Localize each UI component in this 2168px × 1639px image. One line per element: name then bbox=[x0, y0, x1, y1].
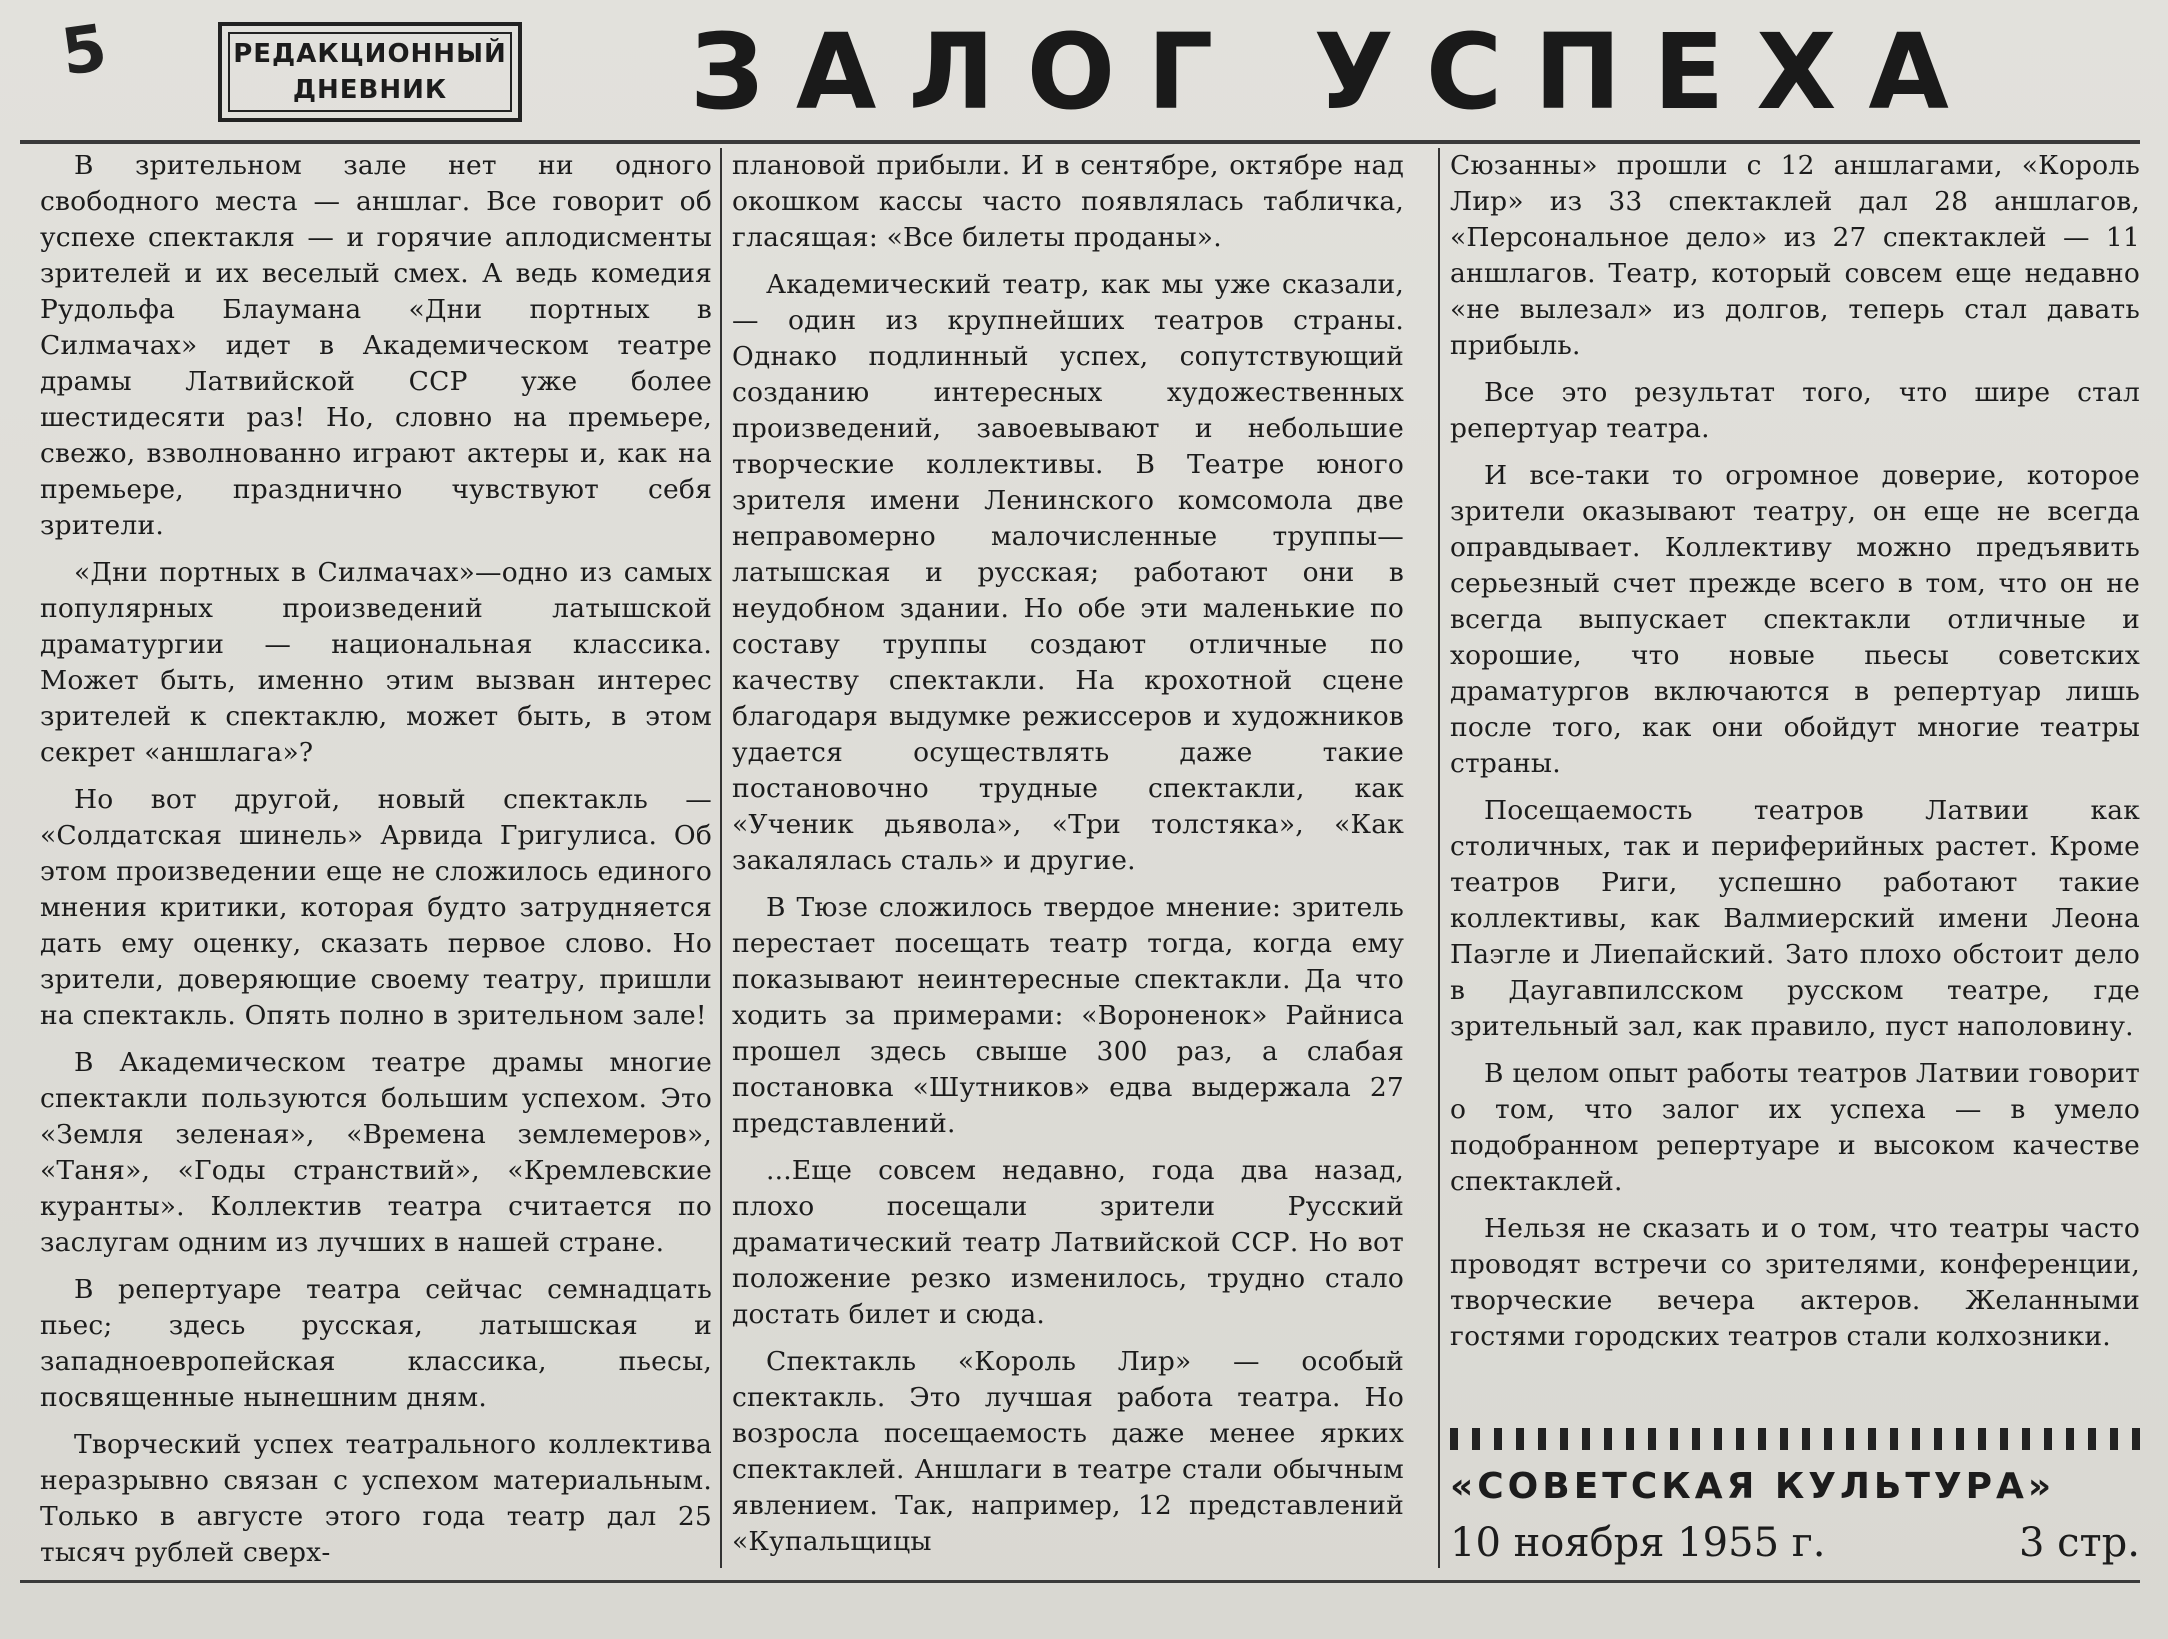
paragraph: В зрительном зале нет ни одного свободного места — аншлаг. Все говорит об успехе спектакля — и горячие аплодисменты зрителей и их веселый смех. А ведь комедия Рудольфа Блаумана «Дни портных в Силмачах» идет в Академическом театре драмы Латвийской ССР уже более шестидесяти раз! Но, словно на премьере, свежо, взволнованно играют актеры и, как на премьере, празднично чувствуют себя зрители. bbox=[40, 150, 712, 541]
rubric-label: РЕДАКЦИОННЫЙ ДНЕВНИК bbox=[233, 39, 507, 105]
paragraph: И все-таки то огромное доверие, которое зрители оказывают театру, он еще не всегда оправдывает. Коллективу можно предъявить серьезный счет прежде всего в том, что он не всегда выпускает спектакли отличные и хорошие, что новые пьесы советских драматургов включаются в репертуар лишь после того, как они обойдут многие театры страны. bbox=[1450, 460, 2140, 779]
paragraph: В репертуаре театра сейчас семнадцать пьес; здесь русская, латышская и западноевропейская классика, пьесы, посвященные нынешним дням. bbox=[40, 1274, 712, 1413]
top-rule bbox=[20, 140, 2140, 144]
paragraph: Все это результат того, что шире стал репертуар театра. bbox=[1450, 377, 2140, 444]
bottom-rule bbox=[20, 1580, 2140, 1583]
column-divider bbox=[1438, 148, 1440, 1568]
paragraph: Сюзанны» прошли с 12 аншлагами, «Король Лир» из 33 спектаклей дал 28 аншлагов, «Персональное дело» из 27 спектаклей — 11 аншлагов. Театр, который совсем еще недавно «не вылезал» из долгов, теперь стал давать прибыль. bbox=[1450, 150, 2140, 361]
paragraph: Творческий успех театрального коллектива неразрывно связан с успехом материальным. Только в августе этого года театр дал 25 тысяч рублей сверх- bbox=[40, 1429, 712, 1568]
paragraph: Но вот другой, новый спектакль — «Солдатская шинель» Арвида Григулиса. Об этом произведении еще не сложилось единого мнения критики, которая будто затрудняется дать ему оценку, сказать первое слово. Но зрители, доверяющие своему театру, пришли на спектакль. Опять полно в зрительном зале! bbox=[40, 784, 712, 1031]
dateline bbox=[1450, 1520, 2140, 1576]
paragraph: В целом опыт работы театров Латвии говорит о том, что залог их успеха — в умело подобранном репертуаре и высоком качестве спектаклей. bbox=[1450, 1058, 2140, 1197]
paragraph: ...Еще совсем недавно, года два назад, плохо посещали зрители Русский драматический театр Латвийской ССР. Но вот положение резко изменилось, трудно стало достать билет и сюда. bbox=[732, 1155, 1404, 1330]
paragraph: Спектакль «Король Лир» — особый спектакль. Это лучшая работа театра. Но возросла посещаемость даже менее ярких спектаклей. Аншлаги в театре стали обычным явлением. Так, например, 12 представлений «Купальщицы bbox=[732, 1346, 1404, 1557]
publication-date: 10 ноября 1955 г. bbox=[1450, 1520, 1826, 1566]
paragraph: плановой прибыли. И в сентябре, октябре над окошком кассы часто появлялась табличка, гласящая: «Все билеты проданы». bbox=[732, 150, 1404, 253]
page-number: 3 стр. bbox=[2018, 1520, 2140, 1566]
column-divider bbox=[720, 148, 722, 1568]
margin-page-mark: 5 bbox=[57, 11, 112, 91]
paragraph: В Академическом театре драмы многие спектакли пользуются большим успехом. Это «Земля зеленая», «Времена землемеров», «Таня», «Годы странствий», «Кремлевские куранты». Коллектив театра считается по заслугам одним из лучших в нашей стране. bbox=[40, 1047, 712, 1258]
paragraph: Нельзя не сказать и о том, что театры часто проводят встречи со зрителями, конференции, творческие вечера актеров. Желанными гостями городских театров стали колхозники. bbox=[1450, 1213, 2140, 1352]
source-newspaper: «СОВЕТСКАЯ КУЛЬТУРА» bbox=[1450, 1466, 2056, 1507]
column-1 bbox=[40, 148, 712, 1568]
paragraph: В Тюзе сложилось твердое мнение: зритель перестает посещать театр тогда, когда ему показывают неинтересные спектакли. Да что ходить за примерами: «Вороненок» Райниса прошел здесь свыше 300 раз, а слабая постановка «Шутников» едва выдержала 27 представлений. bbox=[732, 892, 1404, 1139]
ornament-rule bbox=[1450, 1428, 2140, 1450]
paragraph: Академический театр, как мы уже сказали, — один из крупнейших театров страны. Однако подлинный успех, сопутствующий созданию интересных художественных произведений, завоевывают и небольшие творческие коллективы. В Театре юного зрителя имени Ленинского комсомола две неправомерно малочисленные труппы—латышская и русская; работают они в неудобном здании. Но обе эти маленькие по составу труппы создают отличные по качеству спектакли. На крохотной сцене благодаря выдумке режиссеров и художников удается осуществлять даже такие постановочно трудные спектакли, как «Ученик дьявола», «Три толстяка», «Как закалялась сталь» и другие. bbox=[732, 269, 1404, 876]
column-2 bbox=[732, 148, 1404, 1568]
column-3 bbox=[1450, 148, 2140, 1418]
paragraph: Посещаемость театров Латвии как столичных, так и периферийных растет. Кроме театров Риги, успешно работают такие коллективы, как Валмиерский имени Леона Паэгле и Лиепайский. Зато плохо обстоит дело в Даугавпилсском русском театре, где зрительный зал, как правило, пуст наполовину. bbox=[1450, 795, 2140, 1042]
article-headline: ЗАЛОГ УСПЕХА bbox=[690, 11, 1981, 133]
paragraph: «Дни портных в Силмачах»—одно из самых популярных произведений латышской драматургии — национальная классика. Может быть, именно этим вызван интерес зрителей к спектаклю, может быть, в этом секрет «аншлага»? bbox=[40, 557, 712, 768]
rubric-box bbox=[218, 22, 522, 122]
